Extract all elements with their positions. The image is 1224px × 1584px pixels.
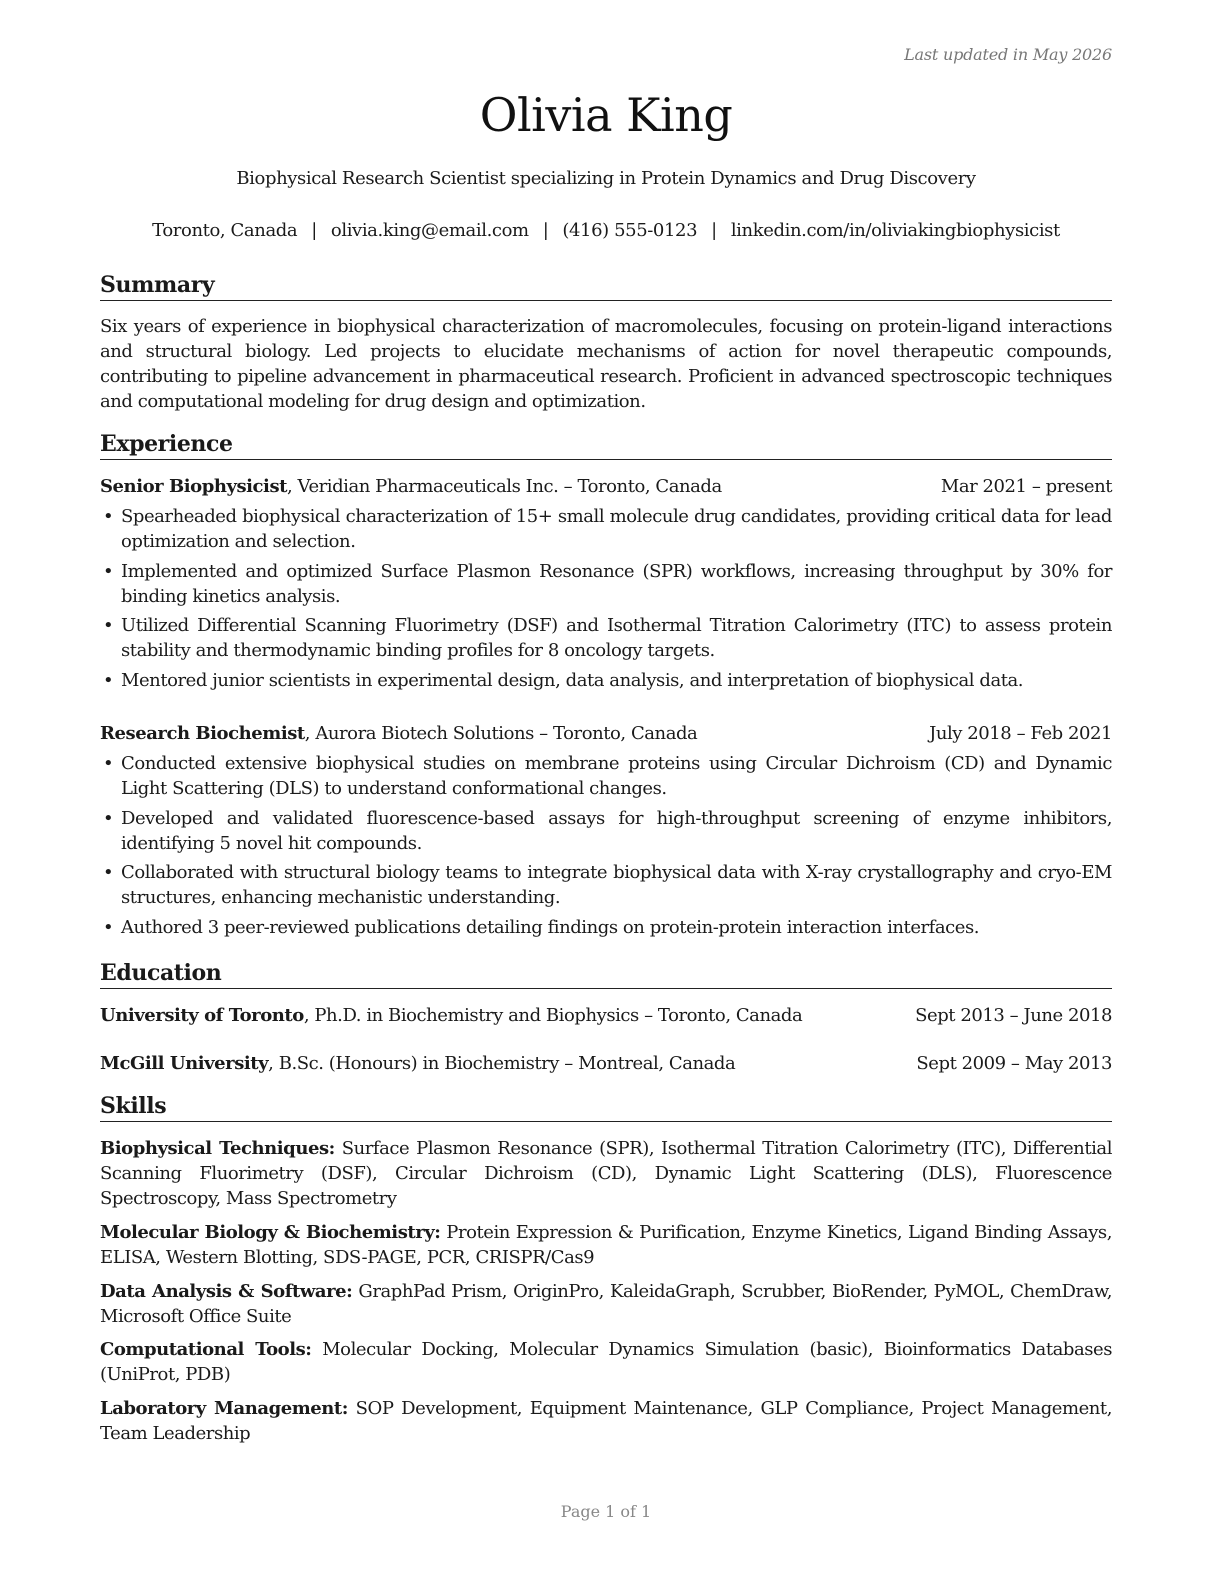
skill-text: Surface Plasmon Resonance (SPR), Isothermal Titration Calorimetry (ITC), Differential Scanning Fluorimetry (DSF), Circular Dichroism (CD), Dynamic Light Scattering (DLS), Fluorescence Spectroscopy, Mass Spectrometry — [100, 1138, 1112, 1209]
contact-separator: | — [311, 220, 317, 241]
last-updated: Last updated in May 2026 — [904, 45, 1112, 64]
section-title-summary: Summary — [100, 271, 1112, 301]
degree: , B.Sc. (Honours) in Biochemistry – Montreal, Canada — [268, 1053, 736, 1074]
degree: , Ph.D. in Biochemistry and Biophysics – Toronto, Canada — [303, 1005, 803, 1026]
job-dates: Mar 2021 – present — [940, 476, 1112, 497]
education-item — [100, 1003, 1112, 1028]
list-item: • Spearheaded biophysical characterization of 15+ small molecule drug candidates, providing critical data for lead optimization and selection. — [103, 506, 1112, 552]
contact-line — [100, 220, 1112, 241]
job-title-line — [100, 721, 697, 746]
job-title-line — [100, 474, 722, 499]
tagline: Biophysical Research Scientist specializing in Protein Dynamics and Drug Discovery — [236, 168, 976, 189]
skill-text: Protein Expression & Purification, Enzyme Kinetics, Ligand Binding Assays, ELISA, Western Blotting, SDS-PAGE, PCR, CRISPR/Cas9 — [100, 1222, 1112, 1268]
contact-email[interactable]: olivia.king@email.com — [330, 220, 529, 241]
school-name: University of Toronto — [100, 1005, 304, 1026]
job-dates: July 2018 – Feb 2021 — [929, 723, 1112, 744]
skill-label: Molecular Biology & Biochemistry: — [100, 1222, 441, 1243]
page-number: Page 1 of 1 — [560, 1502, 652, 1521]
skill-group — [100, 1396, 1112, 1446]
contact-location: Toronto, Canada — [152, 220, 298, 241]
education-dates: Sept 2013 – June 2018 — [915, 1005, 1112, 1026]
skill-group — [100, 1220, 1112, 1270]
job-header — [100, 474, 1112, 499]
contact-phone[interactable]: (416) 555-0123 — [562, 220, 698, 241]
list-item: • Mentored junior scientists in experimental design, data analysis, and interpretation of biophysical data. — [103, 669, 1024, 691]
list-item: • Authored 3 peer-reviewed publications detailing findings on protein-protein interaction interfaces. — [103, 916, 980, 938]
contact-separator: | — [711, 220, 717, 241]
list-item: • Utilized Differential Scanning Fluorimetry (DSF) and Isothermal Titration Calorimetry (ITC) to assess protein stability and thermodynamic binding profiles for 8 oncology targets. — [103, 615, 1112, 661]
school-name: McGill University — [100, 1053, 269, 1074]
skill-text: GraphPad Prism, OriginPro, KaleidaGraph, Scrubber, BioRender, PyMOL, ChemDraw, Microsoft Office Suite — [100, 1281, 1112, 1327]
contact-linkedin[interactable]: linkedin.com/in/oliviakingbiophysicist — [730, 220, 1060, 241]
list-item: • Implemented and optimized Surface Plasmon Resonance (SPR) workflows, increasing throughput by 30% for binding kinetics analysis. — [103, 560, 1112, 607]
skill-label: Computational Tools: — [100, 1339, 312, 1360]
section-title-experience: Experience — [100, 430, 1112, 460]
skill-label: Laboratory Management: — [100, 1398, 348, 1419]
resume-page — [100, 0, 1112, 1584]
contact-separator: | — [542, 220, 549, 241]
skill-label: Biophysical Techniques: — [100, 1138, 335, 1159]
skill-text: SOP Development, Equipment Maintenance, GLP Compliance, Project Management, Team Leadership — [100, 1398, 1112, 1444]
skill-group — [100, 1136, 1112, 1211]
skill-text: Molecular Docking, Molecular Dynamics Simulation (basic), Bioinformatics Databases (UniProt, PDB) — [100, 1339, 1113, 1385]
summary-text: Six years of experience in biophysical characterization of macromolecules, focusing on protein-ligand interactions and structural biology. Led projects to elucidate mechanisms of action for novel therapeutic compounds, contributing to pipeline advancement in pharmaceutical research. Proficient in advanced spectroscopic techniques and computational modeling for drug design and optimization. — [100, 316, 1112, 412]
job-org: , Aurora Biotech Solutions – Toronto, Canada — [304, 723, 698, 744]
section-title-education: Education — [100, 959, 1112, 989]
job-role: Research Biochemist — [100, 723, 305, 744]
list-item: • Developed and validated fluorescence-based assays for high-throughput screening of enzyme inhibitors, identifying 5 novel hit compounds. — [103, 807, 1112, 854]
skill-group — [100, 1279, 1112, 1329]
education-item — [100, 1051, 1112, 1076]
job-header — [100, 721, 1112, 746]
skill-label: Data Analysis & Software: — [100, 1281, 353, 1302]
candidate-name: Olivia King — [479, 88, 733, 142]
education-dates: Sept 2009 – May 2013 — [916, 1053, 1112, 1074]
job-bullets — [100, 751, 1112, 944]
job-org: , Veridian Pharmaceuticals Inc. – Toronto, Canada — [287, 476, 722, 497]
job-role: Senior Biophysicist — [100, 476, 287, 497]
section-title-skills: Skills — [100, 1092, 1112, 1122]
skill-group — [100, 1337, 1112, 1387]
list-item: • Conducted extensive biophysical studies on membrane proteins using Circular Dichroism (CD) and Dynamic Light Scattering (DLS) to understand conformational changes. — [103, 753, 1112, 799]
job-bullets — [100, 504, 1112, 697]
list-item: • Collaborated with structural biology teams to integrate biophysical data with X-ray crystallography and cryo-EM structures, enhancing mechanistic understanding. — [103, 862, 1112, 908]
